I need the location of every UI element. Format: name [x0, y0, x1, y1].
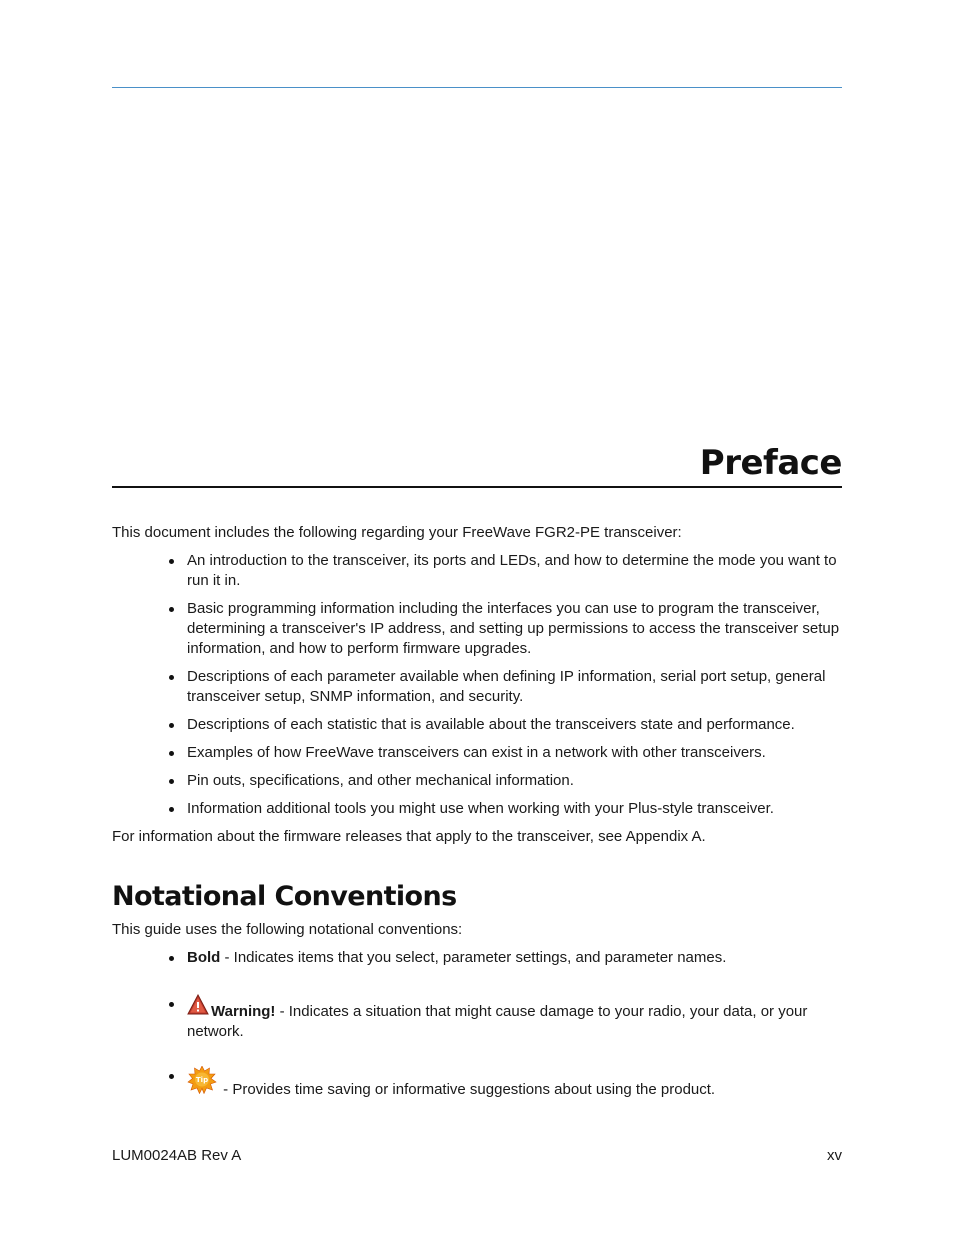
list-item: Descriptions of each statistic that is available about the transceivers state and performance.: [112, 715, 842, 735]
tip-icon-label: Tip: [195, 1076, 209, 1084]
list-item: Descriptions of each parameter available when defining IP information, serial port setup, general transceiver setup, SNMP information, and security.: [112, 667, 842, 707]
warning-term: Warning!: [211, 1003, 276, 1020]
warning-icon: [187, 994, 209, 1022]
intro-list: [112, 551, 842, 819]
bold-term: Bold: [187, 949, 221, 966]
firmware-note: For information about the firmware releases that apply to the transceiver, see Appendix A.: [112, 828, 706, 845]
section-title-notational-conventions: Notational Conventions: [112, 881, 457, 912]
footer-page-number: xv: [827, 1147, 842, 1164]
conventions-intro: This guide uses the following notational conventions:: [112, 921, 463, 938]
conventions-list: [112, 948, 842, 1100]
footer-document-id: LUM0024AB Rev A: [112, 1147, 242, 1164]
list-item: An introduction to the transceiver, its ports and LEDs, and how to determine the mode you want to run it in.: [112, 551, 842, 591]
list-item: Pin outs, specifications, and other mechanical information.: [112, 771, 842, 791]
intro-paragraph: This document includes the following regarding your FreeWave FGR2-PE transceiver:: [112, 524, 682, 541]
list-item: Information additional tools you might use when working with your Plus-style transceiver.: [112, 799, 842, 819]
chapter-title: Preface: [699, 443, 842, 483]
list-item: Basic programming information including the interfaces you can use to program the transceiver, determining a transceiver's IP address, and setting up permissions to access the transceiver setup information, and how to perform firmware upgrades.: [112, 599, 842, 659]
bold-description: - Indicates items that you select, parameter settings, and parameter names.: [220, 949, 727, 966]
convention-warning: [112, 994, 842, 1042]
header-rule: [112, 87, 842, 88]
warning-description: - Indicates a situation that might cause damage to your radio, your data, or your network.: [187, 1003, 808, 1040]
chapter-title-rule: [112, 486, 842, 488]
tip-icon: [187, 1066, 217, 1100]
convention-tip: [112, 1066, 842, 1100]
list-item: Examples of how FreeWave transceivers can exist in a network with other transceivers.: [112, 743, 842, 763]
tip-description: - Provides time saving or informative suggestions about using the product.: [219, 1081, 716, 1098]
convention-bold: [112, 948, 842, 968]
